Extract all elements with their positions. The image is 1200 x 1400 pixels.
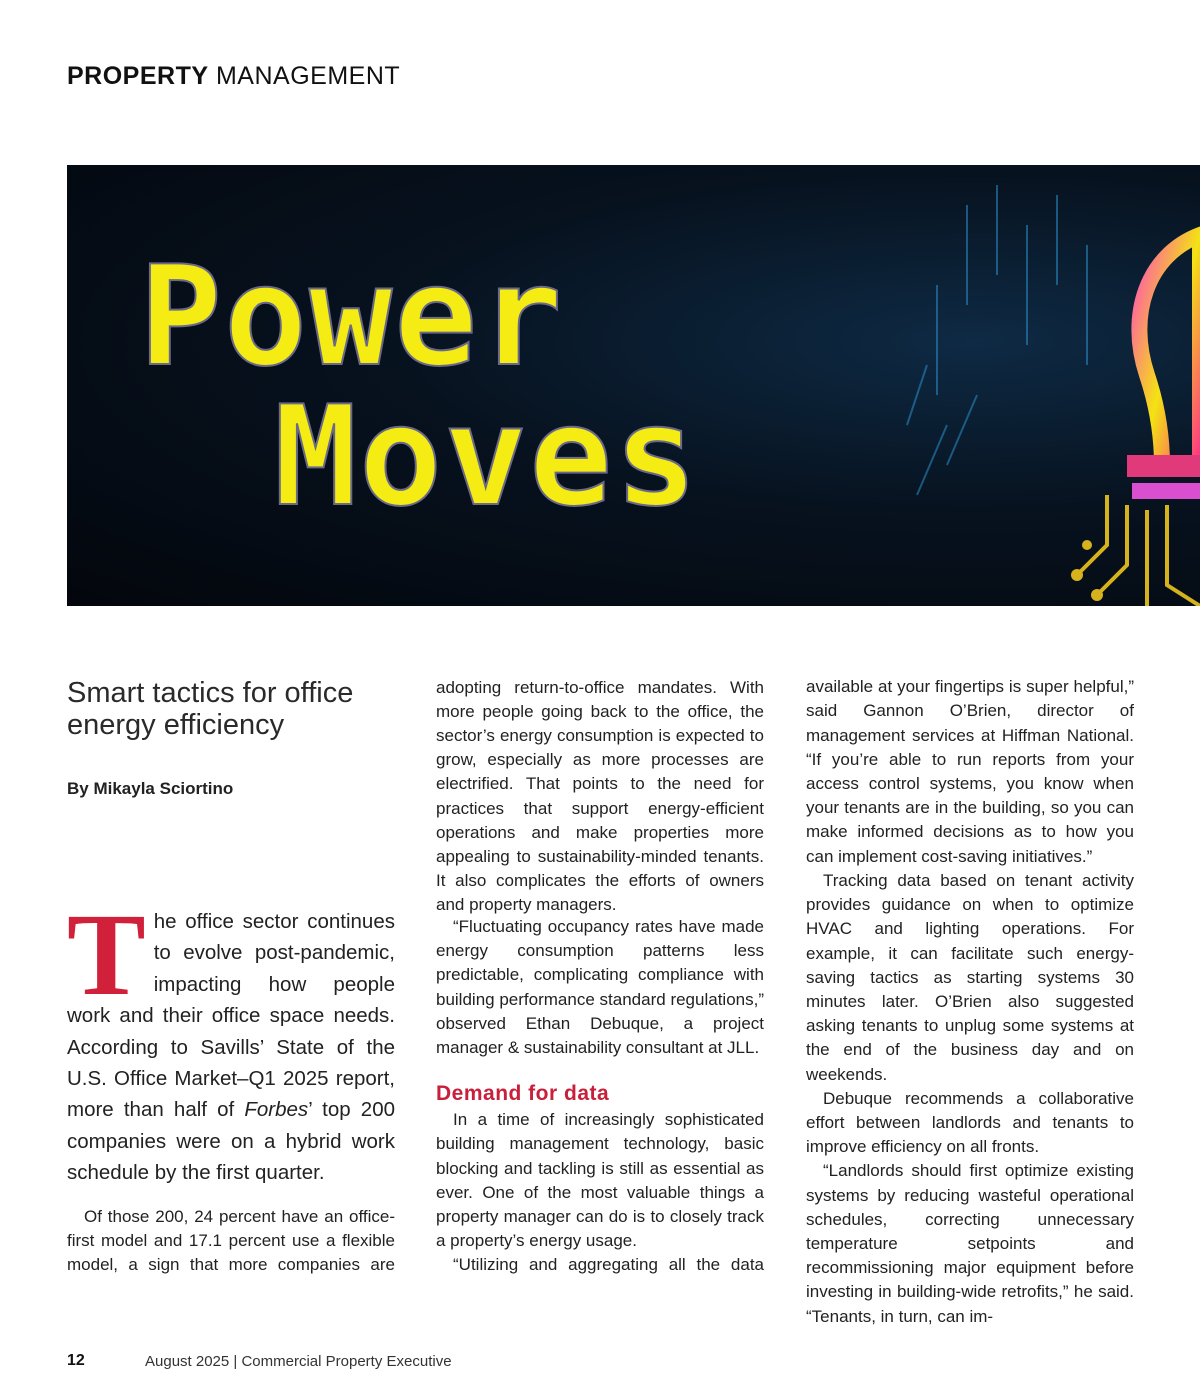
paragraph-1-continued: adopting return-to-office mandates. With more people going back to the office, the sector’s energy consumption is expected to grow, especially as more processes are electrified. That points to the need for practices that support energy-efficient operations and make properties more appealing to sustainability-minded tenants. It also complicates the efforts of owners and property managers. [436,677,764,915]
lead-text-b: ’ top 200 companies were on a hybrid work schedule by the first quarter. [67,1098,395,1185]
byline: By Mikayla Sciortino [67,779,234,798]
section-label [67,62,400,91]
hero-image [67,165,1200,606]
paragraph-5: Tracking data based on tenant activity provides guidance on when to optimize HVAC and lighting operations. For example, it can facilitate such energy-saving tactics as starting systems 30 minutes later. O’Brien also suggested asking tenants to unplug some systems at the end of the business day and on weekends. [806,871,1134,1084]
page-number: 12 [67,1352,85,1369]
hero-title-line2: Moves [274,376,700,537]
paragraph-4 [436,1253,764,1277]
lead-text-a: he office sector continues to evolve post-pandemic, impacting how people work and their office space needs. According to Savills’ State of the U.S. Office Market–Q1 2025 report, more than half of [67,910,395,1122]
lead-text-em: Forbes [244,1098,309,1122]
hero-title-line1: Power [139,236,565,397]
paragraph-6: Debuque recommends a collaborative effort between landlords and tenants to improve efficiency on all fronts. [806,1088,1134,1157]
paragraph-4-continued: available at your fingertips is super helpful,” said Gannon O’Brien, director of management services at Hiffman National. “If you’re able to run reports from your access control systems, you know when your tenants are in the building, so you can make informed decisions as to how you can implement cost-saving initiatives.” [806,677,1134,866]
column-1 [67,672,395,801]
page-footer [67,1352,452,1370]
paragraph-7: “Landlords should first optimize existing systems by reducing wasteful operational schedules, correcting unnecessary temperature setpoints and recommissioning major equipment before investing in building-wide retrofits,” he said. “Tenants, in turn, can im- [806,1161,1134,1326]
paragraph-2: “Fluctuating occupancy rates have made energy consumption patterns less predictable, complicating compliance with building performance standard regulations,” observed Ethan Debuque, a project manager & sustainability consultant at JLL. [436,917,764,1058]
paragraph-4-cont [806,675,1134,869]
publication-info: August 2025 | Commercial Property Executive [145,1353,452,1370]
body-paragraph-1-start [67,1205,395,1277]
subhead-demand-for-data: Demand for data [436,1082,610,1106]
paragraph-1-cont [436,675,764,915]
hero-title [139,236,700,537]
section-label-light: MANAGEMENT [215,62,401,90]
column-2 [436,675,764,1277]
paragraph-1: Of those 200, 24 percent have an office-first model and 17.1 percent use a flexible model, a sign that more companies are [67,1207,395,1275]
drop-cap: T [67,889,146,1020]
column-3 [806,675,1134,1329]
article-subtitle: Smart tactics for office energy efficiency [67,677,354,741]
section-label-bold: PROPERTY [67,62,209,90]
paragraph-4-text: “Utilizing and aggregating all the data [453,1255,764,1275]
paragraph-3: In a time of increasingly sophisticated building management technology, basic blocking and tackling is still as essential as ever. One of the most valuable things a property manager can do is to closely track a property’s energy usage. [436,1110,764,1251]
lead-paragraph [67,889,395,1189]
